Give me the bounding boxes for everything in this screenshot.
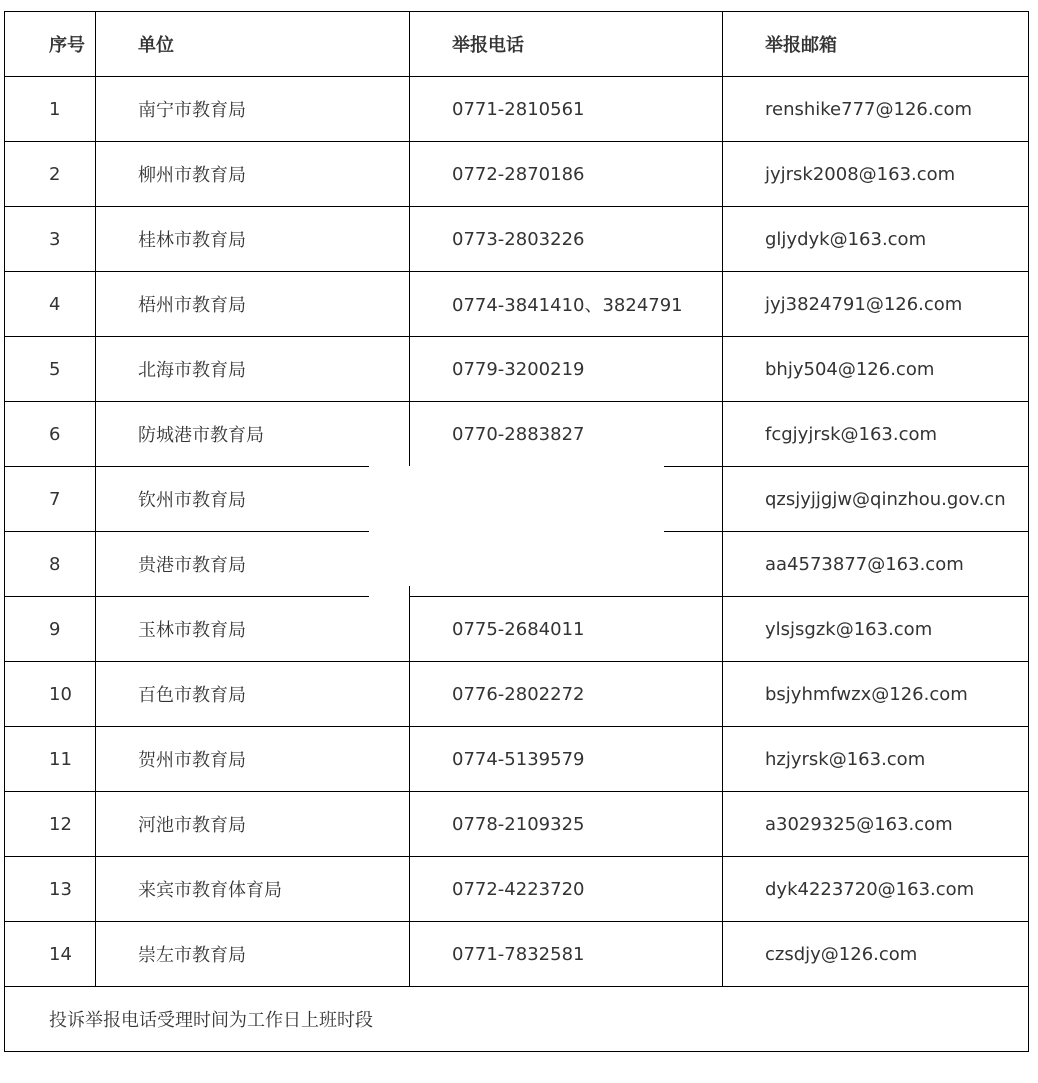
row-email: fcgjyjrsk@163.com bbox=[723, 402, 1029, 467]
row-email: hzjyrsk@163.com bbox=[723, 727, 1029, 792]
row-phone: 0771-2810561 bbox=[410, 77, 723, 142]
row-index: 4 bbox=[5, 272, 96, 337]
row-unit: 河池市教育局 bbox=[96, 792, 410, 857]
table-row bbox=[5, 727, 1029, 792]
redaction-block bbox=[369, 455, 409, 597]
row-phone: 0770-2883827 bbox=[410, 402, 723, 467]
table-row bbox=[5, 142, 1029, 207]
row-unit: 崇左市教育局 bbox=[96, 922, 410, 987]
row-unit: 百色市教育局 bbox=[96, 662, 410, 727]
row-unit: 钦州市教育局 bbox=[96, 467, 410, 532]
row-phone: 0778-2109325 bbox=[410, 792, 723, 857]
table-row bbox=[5, 792, 1029, 857]
row-unit: 贵港市教育局 bbox=[96, 532, 410, 597]
table-row bbox=[5, 662, 1029, 727]
row-unit: 梧州市教育局 bbox=[96, 272, 410, 337]
row-index: 3 bbox=[5, 207, 96, 272]
row-unit: 贺州市教育局 bbox=[96, 727, 410, 792]
row-index: 11 bbox=[5, 727, 96, 792]
table-row bbox=[5, 597, 1029, 662]
row-email: renshike777@126.com bbox=[723, 77, 1029, 142]
row-unit: 柳州市教育局 bbox=[96, 142, 410, 207]
row-email: aa4573877@163.com bbox=[723, 532, 1029, 597]
row-phone: 0779-3200219 bbox=[410, 337, 723, 402]
table-row bbox=[5, 922, 1029, 987]
row-email: czsdjy@126.com bbox=[723, 922, 1029, 987]
row-email: jyjrsk2008@163.com bbox=[723, 142, 1029, 207]
row-phone: 0772-2870186 bbox=[410, 142, 723, 207]
footer-note: 投诉举报电话受理时间为工作日上班时段 bbox=[5, 987, 1029, 1052]
row-phone: 0774-3841410、3824791 bbox=[410, 272, 723, 337]
row-email: ylsjsgzk@163.com bbox=[723, 597, 1029, 662]
row-email: bsjyhmfwzx@126.com bbox=[723, 662, 1029, 727]
row-unit: 桂林市教育局 bbox=[96, 207, 410, 272]
row-email: jyj3824791@126.com bbox=[723, 272, 1029, 337]
row-phone: 0773-2803226 bbox=[410, 207, 723, 272]
row-index: 13 bbox=[5, 857, 96, 922]
redaction-block bbox=[409, 466, 664, 586]
row-phone: 0776-2802272 bbox=[410, 662, 723, 727]
header-index: 序号 bbox=[5, 12, 96, 77]
row-index: 14 bbox=[5, 922, 96, 987]
row-phone: 0774-5139579 bbox=[410, 727, 723, 792]
row-index: 2 bbox=[5, 142, 96, 207]
row-unit: 来宾市教育体育局 bbox=[96, 857, 410, 922]
row-email: qzsjyjjgjw@qinzhou.gov.cn bbox=[723, 467, 1029, 532]
row-email: bhjy504@126.com bbox=[723, 337, 1029, 402]
row-unit: 北海市教育局 bbox=[96, 337, 410, 402]
row-index: 9 bbox=[5, 597, 96, 662]
table-row bbox=[5, 337, 1029, 402]
row-index: 1 bbox=[5, 77, 96, 142]
header-phone: 举报电话 bbox=[410, 12, 723, 77]
row-unit: 南宁市教育局 bbox=[96, 77, 410, 142]
row-phone: 0775-2684011 bbox=[410, 597, 723, 662]
table-row bbox=[5, 207, 1029, 272]
row-unit: 玉林市教育局 bbox=[96, 597, 410, 662]
row-email: dyk4223720@163.com bbox=[723, 857, 1029, 922]
header-unit: 单位 bbox=[96, 12, 410, 77]
row-index: 8 bbox=[5, 532, 96, 597]
row-index: 5 bbox=[5, 337, 96, 402]
table-row bbox=[5, 857, 1029, 922]
table-header-row bbox=[5, 12, 1029, 77]
row-phone: 0772-4223720 bbox=[410, 857, 723, 922]
row-index: 12 bbox=[5, 792, 96, 857]
row-index: 7 bbox=[5, 467, 96, 532]
row-index: 6 bbox=[5, 402, 96, 467]
row-index: 10 bbox=[5, 662, 96, 727]
table-row bbox=[5, 272, 1029, 337]
table-row bbox=[5, 402, 1029, 467]
table-footer-row bbox=[5, 987, 1029, 1052]
table-row bbox=[5, 77, 1029, 142]
row-unit: 防城港市教育局 bbox=[96, 402, 410, 467]
row-email: a3029325@163.com bbox=[723, 792, 1029, 857]
row-email: gljydyk@163.com bbox=[723, 207, 1029, 272]
row-phone: 0771-7832581 bbox=[410, 922, 723, 987]
header-email: 举报邮箱 bbox=[723, 12, 1029, 77]
